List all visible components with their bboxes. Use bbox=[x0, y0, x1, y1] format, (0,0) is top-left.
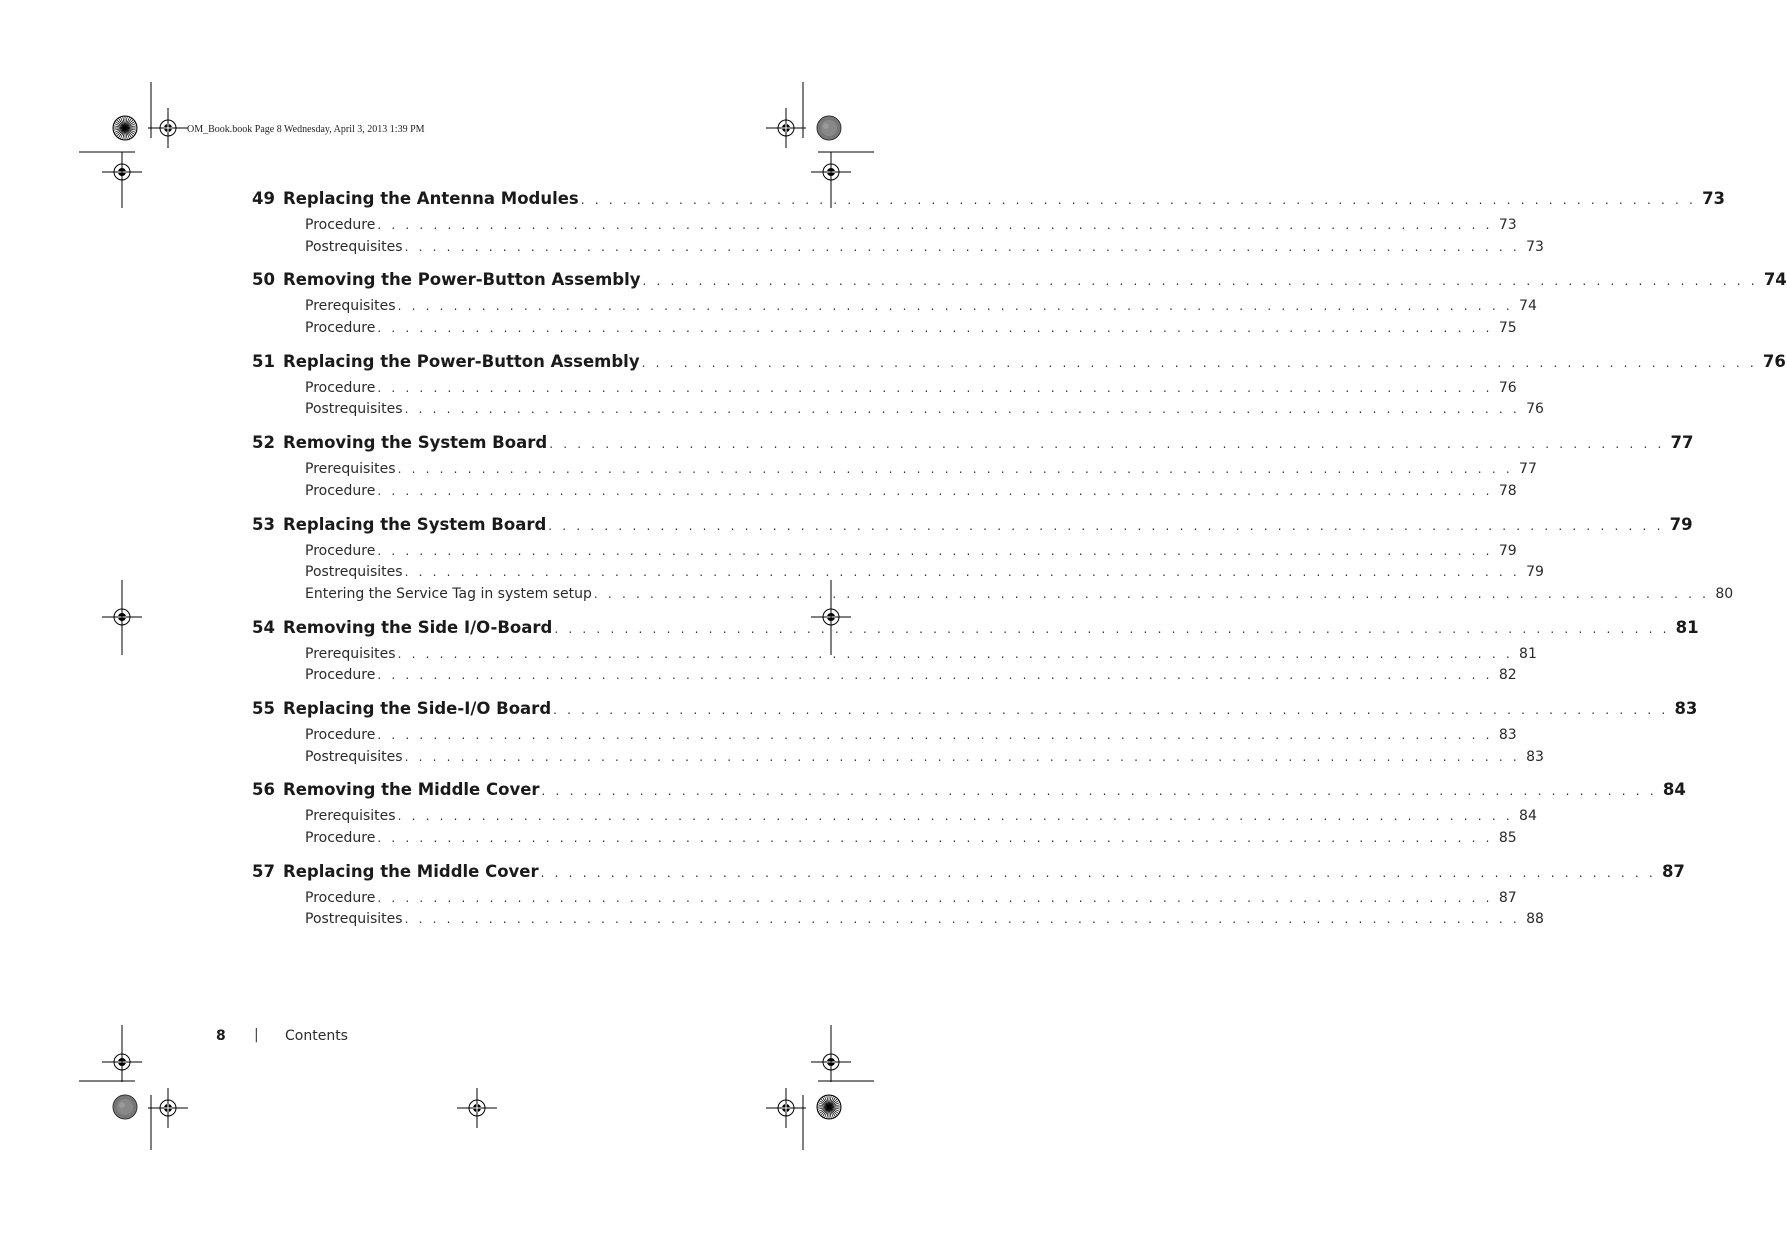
toc-section-list bbox=[252, 461, 1537, 504]
chapter-title: Replacing the Power-Button Assembly bbox=[283, 351, 640, 371]
toc-section-row[interactable] bbox=[305, 564, 1544, 586]
toc-section-row[interactable] bbox=[305, 830, 1517, 852]
chapter-page: 73 bbox=[1702, 189, 1726, 208]
chapter-page: 74 bbox=[1763, 270, 1787, 290]
toc-chapter-row[interactable] bbox=[252, 780, 1686, 808]
chapter-title: Removing the System Board bbox=[283, 433, 548, 453]
chapter-number: 57 bbox=[252, 861, 275, 881]
toc-section-row[interactable] bbox=[305, 482, 1517, 505]
toc-chapter-row[interactable] bbox=[252, 433, 1694, 461]
chapter-page: 83 bbox=[1674, 698, 1698, 718]
toc-section-list bbox=[252, 379, 1544, 423]
toc-chapter-row[interactable] bbox=[252, 270, 1787, 298]
section-title: Procedure bbox=[305, 379, 376, 396]
section-page: 77 bbox=[1519, 461, 1537, 478]
dot-leader: . . . . . . . . . . . . . . . . . . . . . . . . . . . . . . . . . . . . . . . . . . . . . . . . . . . . . . . . . . . . . . . . . . . . . . . . . . . . . . . . bbox=[404, 402, 1520, 417]
section-title: Procedure bbox=[305, 542, 376, 559]
section-title: Procedure bbox=[305, 217, 376, 233]
section-title: Postrequisites bbox=[305, 564, 403, 581]
dot-leader: . . . . . . . . . . . . . . . . . . . . . . . . . . . . . . . . . . . . . . . . . . . . . . . . . . . . . . . . . . . . . . . . . . . . . . . . . . . . . . . . bbox=[397, 646, 1513, 661]
dot-leader: . . . . . . . . . . . . . . . . . . . . . . . . . . . . . . . . . . . . . . . . . . . . . . . . . . . . . . . . . . . . . . . . . . . . . . . . . . . . . . . . bbox=[377, 543, 1493, 558]
toc-section-row[interactable] bbox=[305, 379, 1517, 402]
toc-section-list bbox=[252, 645, 1537, 689]
chapter-page: 79 bbox=[1669, 514, 1693, 534]
dot-leader: . . . . . . . . . . . . . . . . . . . . . . . . . . . . . . . . . . . . . . . . . . . . . . . . . . . . . . . . . . . . . . . . . . . . . . . . . . . . . . . . bbox=[549, 437, 1665, 452]
section-page: 81 bbox=[1519, 645, 1537, 662]
toc-chapter bbox=[252, 433, 1694, 504]
section-title: Procedure bbox=[305, 482, 376, 499]
toc-section-row[interactable] bbox=[305, 808, 1537, 830]
toc-chapter bbox=[252, 698, 1698, 770]
chapter-page: 76 bbox=[1762, 351, 1786, 371]
dot-leader: . . . . . . . . . . . . . . . . . . . . . . . . . . . . . . . . . . . . . . . . . . . . . . . . . . . . . . . . . . . . . . . . . . . . . . . . . . . . . . . . bbox=[397, 299, 1513, 314]
toc-chapter-row[interactable] bbox=[252, 617, 1699, 646]
toc-chapter-row[interactable] bbox=[252, 698, 1698, 727]
toc-section-row[interactable] bbox=[305, 320, 1517, 342]
section-page: 87 bbox=[1498, 889, 1517, 906]
dot-leader: . . . . . . . . . . . . . . . . . . . . . . . . . . . . . . . . . . . . . . . . . . . . . . . . . . . . . . . . . . . . . . . . . . . . . . . . . . . . . . . . bbox=[404, 239, 1520, 254]
toc-section-list bbox=[252, 889, 1544, 933]
section-page: 73 bbox=[1526, 238, 1544, 255]
toc-chapter-row[interactable] bbox=[252, 351, 1786, 380]
toc-chapter-row[interactable] bbox=[252, 189, 1726, 217]
chapter-number: 51 bbox=[252, 351, 275, 371]
toc-section-row[interactable] bbox=[305, 401, 1544, 423]
chapter-page: 87 bbox=[1661, 861, 1685, 881]
toc-chapter-row[interactable] bbox=[252, 514, 1693, 543]
chapter-title: Removing the Side I/O-Board bbox=[283, 617, 553, 637]
toc-section-row[interactable] bbox=[305, 298, 1537, 320]
section-title: Prerequisites bbox=[305, 808, 396, 825]
section-page: 79 bbox=[1498, 542, 1517, 559]
section-page: 83 bbox=[1498, 726, 1517, 743]
dot-leader: . . . . . . . . . . . . . . . . . . . . . . . . . . . . . . . . . . . . . . . . . . . . . . . . . . . . . . . . . . . . . . . . . . . . . . . . . . . . . . . . bbox=[540, 865, 1656, 880]
chapter-title: Removing the Middle Cover bbox=[283, 780, 540, 800]
section-page: 76 bbox=[1498, 379, 1517, 396]
toc-section-row[interactable] bbox=[305, 667, 1517, 689]
dot-leader: . . . . . . . . . . . . . . . . . . . . . . . . . . . . . . . . . . . . . . . . . . . . . . . . . . . . . . . . . . . . . . . . . . . . . . . . . . . . . . . . bbox=[404, 749, 1520, 764]
dot-leader: . . . . . . . . . . . . . . . . . . . . . . . . . . . . . . . . . . . . . . . . . . . . . . . . . . . . . . . . . . . . . . . . . . . . . . . . . . . . . . . . bbox=[377, 668, 1493, 683]
dot-leader: . . . . . . . . . . . . . . . . . . . . . . . . . . . . . . . . . . . . . . . . . . . . . . . . . . . . . . . . . . . . . . . . . . . . . . . . . . . . . . . . bbox=[554, 621, 1670, 636]
toc-chapter bbox=[252, 514, 1734, 608]
toc-section-row[interactable] bbox=[305, 889, 1517, 912]
section-page: 74 bbox=[1519, 298, 1537, 315]
dot-leader: . . . . . . . . . . . . . . . . . . . . . . . . . . . . . . . . . . . . . . . . . . . . . . . . . . . . . . . . . . . . . . . . . . . . . . . . . . . . . . . . bbox=[377, 483, 1493, 498]
section-title: Postrequisites bbox=[305, 748, 403, 765]
chapter-title: Replacing the Middle Cover bbox=[283, 861, 539, 881]
footer-separator: | bbox=[254, 1027, 259, 1043]
chapter-number: 55 bbox=[252, 698, 275, 718]
dot-leader: . . . . . . . . . . . . . . . . . . . . . . . . . . . . . . . . . . . . . . . . . . . . . . . . . . . . . . . . . . . . . . . . . . . . . . . . . . . . . . . . bbox=[377, 727, 1493, 742]
dot-leader: . . . . . . . . . . . . . . . . . . . . . . . . . . . . . . . . . . . . . . . . . . . . . . . . . . . . . . . . . . . . . . . . . . . . . . . . . . . . . . . . bbox=[377, 890, 1493, 905]
toc-section-list bbox=[252, 726, 1544, 770]
dot-leader: . . . . . . . . . . . . . . . . . . . . . . . . . . . . . . . . . . . . . . . . . . . . . . . . . . . . . . . . . . . . . . . . . . . . . . . . . . . . . . . . bbox=[377, 218, 1493, 232]
toc-section-row[interactable] bbox=[305, 748, 1544, 771]
section-page: 83 bbox=[1526, 748, 1544, 765]
dot-leader: . . . . . . . . . . . . . . . . . . . . . . . . . . . . . . . . . . . . . . . . . . . . . . . . . . . . . . . . . . . . . . . . . . . . . . . . . . . . . . . . bbox=[377, 831, 1493, 845]
chapter-number: 52 bbox=[252, 433, 275, 453]
chapter-page: 81 bbox=[1675, 617, 1699, 637]
toc-section-list bbox=[252, 542, 1734, 608]
chapter-number: 50 bbox=[252, 270, 275, 290]
section-title: Entering the Service Tag in system setup bbox=[305, 585, 592, 602]
chapter-title: Replacing the Side-I/O Board bbox=[283, 698, 552, 718]
dot-leader: . . . . . . . . . . . . . . . . . . . . . . . . . . . . . . . . . . . . . . . . . . . . . . . . . . . . . . . . . . . . . . . . . . . . . . . . . . . . . . . . bbox=[404, 912, 1520, 927]
footer-section-label: Contents bbox=[285, 1028, 348, 1044]
section-page: 82 bbox=[1498, 667, 1517, 684]
toc-section-row[interactable] bbox=[305, 461, 1537, 483]
toc-chapter bbox=[252, 189, 1726, 260]
section-title: Prerequisites bbox=[305, 298, 396, 315]
dot-leader: . . . . . . . . . . . . . . . . . . . . . . . . . . . . . . . . . . . . . . . . . . . . . . . . . . . . . . . . . . . . . . . . . . . . . . . . . . . . . . . . bbox=[377, 380, 1493, 395]
dot-leader: . . . . . . . . . . . . . . . . . . . . . . . . . . . . . . . . . . . . . . . . . . . . . . . . . . . . . . . . . . . . . . . . . . . . . . . . . . . . . . . . bbox=[580, 193, 1697, 207]
toc-section-list bbox=[252, 217, 1544, 260]
chapter-number: 54 bbox=[252, 617, 275, 637]
dot-leader: . . . . . . . . . . . . . . . . . . . . . . . . . . . . . . . . . . . . . . . . . . . . . . . . . . . . . . . . . . . . . . . . . . . . . . . . . . . . . . . . bbox=[593, 586, 1710, 601]
section-title: Procedure bbox=[305, 889, 376, 906]
page-number: 8 bbox=[216, 1028, 226, 1044]
toc-section-row[interactable] bbox=[305, 645, 1537, 668]
chapter-title: Replacing the System Board bbox=[283, 514, 547, 534]
section-title: Procedure bbox=[305, 726, 376, 743]
dot-leader: . . . . . . . . . . . . . . . . . . . . . . . . . . . . . . . . . . . . . . . . . . . . . . . . . . . . . . . . . . . . . . . . . . . . . . . . . . . . . . . . bbox=[397, 809, 1513, 824]
section-title: Prerequisites bbox=[305, 461, 396, 478]
toc-section-row[interactable] bbox=[305, 911, 1544, 933]
toc-section-list bbox=[252, 298, 1537, 341]
section-title: Postrequisites bbox=[305, 911, 403, 928]
dot-leader: . . . . . . . . . . . . . . . . . . . . . . . . . . . . . . . . . . . . . . . . . . . . . . . . . . . . . . . . . . . . . . . . . . . . . . . . . . . . . . . . bbox=[642, 274, 1758, 289]
toc-section-row[interactable] bbox=[305, 585, 1734, 608]
section-title: Procedure bbox=[305, 830, 376, 846]
dot-leader: . . . . . . . . . . . . . . . . . . . . . . . . . . . . . . . . . . . . . . . . . . . . . . . . . . . . . . . . . . . . . . . . . . . . . . . . . . . . . . . . bbox=[548, 518, 1664, 533]
section-title: Postrequisites bbox=[305, 238, 403, 255]
toc-chapter bbox=[252, 861, 1685, 933]
section-page: 73 bbox=[1498, 217, 1517, 233]
toc-section-row[interactable] bbox=[305, 217, 1517, 239]
chapter-number: 49 bbox=[252, 189, 275, 208]
toc-chapter-row[interactable] bbox=[252, 861, 1685, 890]
toc-section-list bbox=[252, 808, 1537, 851]
toc-chapter bbox=[252, 270, 1787, 341]
chapter-number: 56 bbox=[252, 780, 275, 800]
section-page: 85 bbox=[1498, 830, 1517, 846]
chapter-title: Replacing the Antenna Modules bbox=[283, 189, 579, 208]
toc-chapter bbox=[252, 617, 1699, 689]
dot-leader: . . . . . . . . . . . . . . . . . . . . . . . . . . . . . . . . . . . . . . . . . . . . . . . . . . . . . . . . . . . . . . . . . . . . . . . . . . . . . . . . bbox=[377, 321, 1493, 336]
section-title: Postrequisites bbox=[305, 401, 403, 418]
section-title: Prerequisites bbox=[305, 645, 396, 662]
section-title: Procedure bbox=[305, 320, 376, 337]
section-page: 78 bbox=[1498, 482, 1517, 499]
toc-section-row[interactable] bbox=[305, 238, 1544, 261]
table-of-contents bbox=[252, 189, 1787, 933]
print-slug: OM_Book.book Page 8 Wednesday, April 3, 2013 1:39 PM bbox=[187, 124, 425, 135]
dot-leader: . . . . . . . . . . . . . . . . . . . . . . . . . . . . . . . . . . . . . . . . . . . . . . . . . . . . . . . . . . . . . . . . . . . . . . . . . . . . . . . . bbox=[397, 462, 1513, 477]
toc-chapter bbox=[252, 780, 1686, 851]
chapter-page: 84 bbox=[1662, 780, 1686, 800]
dot-leader: . . . . . . . . . . . . . . . . . . . . . . . . . . . . . . . . . . . . . . . . . . . . . . . . . . . . . . . . . . . . . . . . . . . . . . . . . . . . . . . . bbox=[541, 784, 1657, 799]
chapter-number: 53 bbox=[252, 514, 275, 534]
toc-chapter bbox=[252, 351, 1786, 423]
section-page: 75 bbox=[1498, 320, 1517, 337]
section-page: 80 bbox=[1715, 585, 1734, 602]
chapter-title: Removing the Power-Button Assembly bbox=[283, 270, 641, 290]
section-page: 84 bbox=[1519, 808, 1537, 825]
section-page: 76 bbox=[1526, 401, 1544, 418]
toc-section-row[interactable] bbox=[305, 542, 1517, 565]
section-title: Procedure bbox=[305, 667, 376, 684]
chapter-page: 77 bbox=[1670, 433, 1694, 453]
dot-leader: . . . . . . . . . . . . . . . . . . . . . . . . . . . . . . . . . . . . . . . . . . . . . . . . . . . . . . . . . . . . . . . . . . . . . . . . . . . . . . . . bbox=[404, 565, 1520, 580]
section-page: 88 bbox=[1526, 911, 1544, 928]
toc-section-row[interactable] bbox=[305, 726, 1517, 749]
dot-leader: . . . . . . . . . . . . . . . . . . . . . . . . . . . . . . . . . . . . . . . . . . . . . . . . . . . . . . . . . . . . . . . . . . . . . . . . . . . . . . . . bbox=[553, 702, 1669, 717]
section-page: 79 bbox=[1526, 564, 1544, 581]
dot-leader: . . . . . . . . . . . . . . . . . . . . . . . . . . . . . . . . . . . . . . . . . . . . . . . . . . . . . . . . . . . . . . . . . . . . . . . . . . . . . . . . bbox=[641, 355, 1757, 370]
